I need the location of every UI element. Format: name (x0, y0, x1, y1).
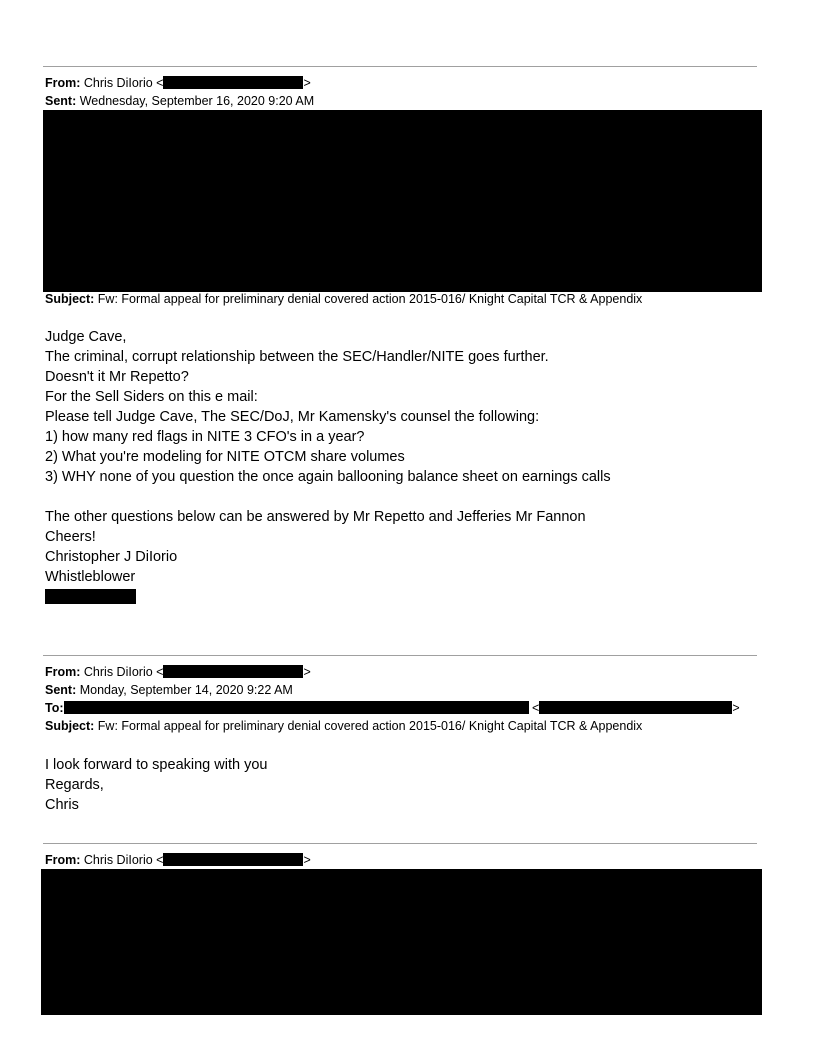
from-label: From: (45, 665, 81, 679)
body-line: I look forward to speaking with you (45, 757, 268, 773)
separator-rule (43, 655, 757, 656)
subject-text: Fw: Formal appeal for preliminary denial covered action 2015-016/ Knight Capital TCR & Appendix (97, 292, 643, 306)
to-label: To: (45, 701, 64, 715)
body-line: 2) What you're modeling for NITE OTCM share volumes (45, 449, 405, 465)
signature-name: Christopher J DiIorio (45, 549, 178, 565)
redacted-recipients-block (43, 110, 762, 292)
body-line: Doesn't it Mr Repetto? (45, 369, 189, 385)
redacted-email (539, 701, 732, 714)
body-line: Cheers! (45, 529, 96, 545)
separator-rule (43, 66, 757, 67)
subject-text: Fw: Formal appeal for preliminary denial covered action 2015-016/ Knight Capital TCR & Appendix (97, 719, 643, 733)
sent-label: Sent: (45, 683, 77, 697)
redacted-email (163, 853, 303, 866)
body-line: The criminal, corrupt relationship between the SEC/Handler/NITE goes further. (45, 349, 549, 365)
email-close: > (303, 665, 311, 679)
separator-rule (43, 843, 757, 844)
sender-name: Chris DiIorio < (83, 665, 164, 679)
redacted-email (163, 665, 303, 678)
email1-body (45, 327, 611, 587)
email2-from-line (45, 664, 311, 680)
signature-name: Chris (45, 797, 79, 813)
body-line: Regards, (45, 777, 104, 793)
from-label: From: (45, 76, 81, 90)
email3-from-line (45, 852, 311, 868)
email1-sent-line (45, 93, 314, 109)
redacted-header-block (41, 869, 762, 1015)
email1-subject-line (45, 291, 642, 307)
email2-body (45, 755, 267, 815)
redacted-recipients (64, 701, 529, 714)
sender-name: Chris DiIorio < (83, 853, 164, 867)
email-close: > (303, 853, 311, 867)
body-line: The other questions below can be answered by Mr Repetto and Jefferies Mr Fannon (45, 509, 586, 525)
subject-label: Subject: (45, 719, 95, 733)
redacted-email (163, 76, 303, 89)
signature-title: Whistleblower (45, 569, 136, 585)
from-label: From: (45, 853, 81, 867)
sent-date: Wednesday, September 16, 2020 9:20 AM (79, 94, 315, 108)
redacted-signature-contact (45, 589, 136, 604)
body-line: 3) WHY none of you question the once again ballooning balance sheet on earnings calls (45, 469, 611, 485)
to-open-bracket: < (532, 701, 540, 715)
email2-subject-line (45, 718, 642, 734)
sender-name: Chris DiIorio < (83, 76, 164, 90)
email-close: > (303, 76, 311, 90)
to-close-bracket: > (732, 701, 740, 715)
subject-label: Subject: (45, 292, 95, 306)
body-line: For the Sell Siders on this e mail: (45, 389, 258, 405)
body-line: Judge Cave, (45, 329, 127, 345)
body-line: 1) how many red flags in NITE 3 CFO's in a year? (45, 429, 365, 445)
sent-date: Monday, September 14, 2020 9:22 AM (79, 683, 293, 697)
email2-sent-line (45, 682, 293, 698)
email2-to-line (45, 700, 740, 716)
body-line: Please tell Judge Cave, The SEC/DoJ, Mr Kamensky's counsel the following: (45, 409, 540, 425)
email1-from-line (45, 75, 311, 91)
sent-label: Sent: (45, 94, 77, 108)
